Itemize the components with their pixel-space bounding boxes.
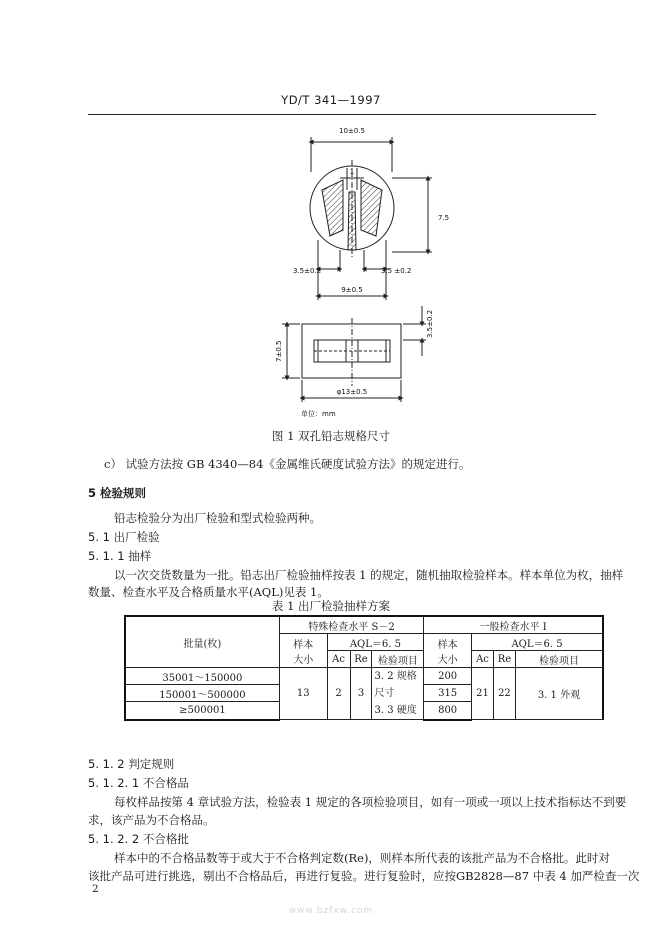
header-special-level: 特殊检查水平 S－2: [279, 616, 423, 634]
unit-label: 单位：mm: [301, 410, 336, 418]
special-items: 3. 2 规格 尺寸 3. 3 硬度: [372, 668, 424, 720]
lot-text-line2: 该批产品可进行挑选，剔出不合格品后，再进行复验。进行复验时，应按GB2828—87 中表 4 加严检查一次: [88, 869, 640, 883]
special-re: 3: [350, 668, 372, 720]
section-5-heading: 5 检验规则: [88, 486, 147, 500]
dim-diameter: φ13±0.5: [336, 388, 368, 396]
header-items: 检验项目: [372, 651, 424, 668]
page-number: 2: [92, 883, 99, 895]
header-ac-general: Ac: [472, 651, 494, 668]
dim-side-height: 3.5±0.2: [426, 309, 434, 338]
section-5-1-1-heading: 5. 1. 1 抽样: [88, 549, 152, 563]
header-re: Re: [350, 651, 372, 668]
top-view: [310, 137, 432, 300]
dim-slot: 1: [349, 168, 355, 176]
header-aql-special: AQL＝6. 5: [327, 634, 424, 651]
header-sample-size-general: 样本 大小: [424, 634, 472, 668]
defect-text-line1: 每枚样品按第 4 章试验方法，检验表 1 规定的各项检验项目，如有一项或一项以上技术指标达不到要: [114, 795, 627, 809]
lot-text-line1: 样本中的不合格品数等于或大于不合格判定数(Re)，则样本所代表的该批产品为不合格批。此时对: [114, 851, 610, 865]
defect-text-line2: 求，该产品为不合格品。: [88, 813, 215, 827]
header-batch: 批量(枚): [125, 616, 279, 668]
general-sample-2: 315: [424, 685, 472, 702]
header-ac: Ac: [327, 651, 350, 668]
dim-top: 10±0.5: [339, 127, 365, 135]
general-re: 22: [493, 668, 515, 720]
batch-row-3: ≥500001: [125, 702, 279, 720]
watermark: www.bzfxw.com: [288, 906, 374, 916]
special-ac: 2: [327, 668, 350, 720]
sampling-text-line1: 以一次交货数量为一批。铅志出厂检验抽样按表 1 的规定，随机抽取检验样本。样本单位为枚，抽样: [114, 568, 624, 582]
general-item: 3. 1 外观: [515, 668, 603, 720]
dim-left-bottom: 3.5±0.2: [293, 267, 322, 275]
general-sample-1: 200: [424, 668, 472, 685]
header-aql-general: AQL＝6. 5: [472, 634, 603, 651]
general-sample-3: 800: [424, 702, 472, 720]
special-sample: 13: [279, 668, 327, 720]
sampling-text-line2: 数量、检查水平及合格质量水平(AQL)见表 1。: [88, 585, 329, 599]
section-5-1-heading: 5. 1 出厂检验: [88, 530, 160, 544]
header-re-general: Re: [493, 651, 515, 668]
sampling-table: [124, 615, 604, 721]
header-items-general: 检验项目: [515, 651, 603, 668]
dim-right-bottom: 3.5 ±0.2: [381, 267, 412, 275]
batch-row-2: 150001～500000: [125, 685, 279, 702]
figure-caption: 图 1 双孔铅志规格尺寸: [271, 429, 391, 443]
header-general-level: 一般检查水平 I: [424, 616, 603, 634]
section-5-1-2-1-heading: 5. 1. 2. 1 不合格品: [88, 776, 189, 790]
section-5-1-2-2-heading: 5. 1. 2. 2 不合格批: [88, 832, 189, 846]
section-5-intro: 铅志检验分为出厂检验和型式检验两种。: [114, 511, 321, 525]
dim-width: 9±0.5: [341, 286, 363, 294]
header-sample-size: 样本 大小: [279, 634, 327, 668]
batch-row-1: 35001～150000: [125, 668, 279, 685]
general-ac: 21: [472, 668, 494, 720]
page-header: YD/T 341—1997: [281, 93, 381, 107]
section-5-1-2-heading: 5. 1. 2 判定规则: [88, 757, 175, 771]
item-c: c） 试验方法按 GB 4340—84《金属维氏硬度试验方法》的规定进行。: [104, 457, 471, 471]
table-title: 表 1 出厂检验抽样方案: [271, 599, 391, 613]
dim-height: 7±0.5: [275, 340, 283, 362]
dim-right: 7.5: [438, 214, 450, 222]
